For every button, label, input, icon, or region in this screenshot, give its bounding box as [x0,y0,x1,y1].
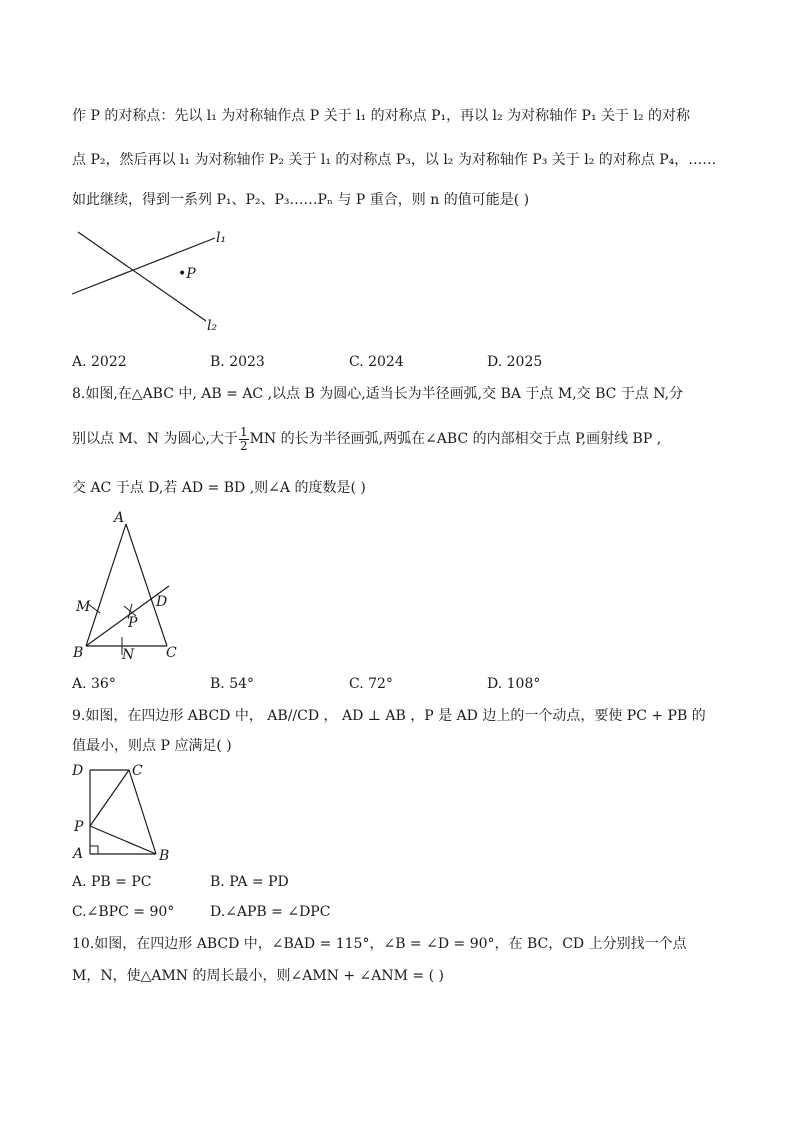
label-b: B [159,848,170,864]
segment-cb [129,770,156,854]
q8-text-line-3: 交 AC 于点 D,若 AD = BD ,则∠A 的度数是( ) [72,480,366,496]
q7-text-line-1: 作 P 的对称点：先以 l₁ 为对称轴作点 P 关于 l₁ 的对称点 P₁，再以 l₂ 为对称轴作 P₁ 关于 l₂ 的对称 [72,108,691,124]
q7-option-c[interactable]: C. 2024 [349,354,404,370]
q9-text-line-2: 值最小，则点 P 应满足( ) [72,738,232,754]
label-d: D [156,594,168,610]
q7-option-d[interactable]: D. 2025 [487,354,543,370]
q7-option-b[interactable]: B. 2023 [210,354,265,370]
segment-ab [86,524,126,646]
q8-text-line-2 [72,424,661,454]
q8-option-a[interactable]: A. 36° [72,676,116,692]
q9-quadrilateral-figure [68,760,188,868]
q10-text-line-1: 10.如图，在四边形 ABCD 中，∠BAD = 115°，∠B = ∠D = 90°，在 BC，CD 上分别找一个点 [72,936,687,952]
q7-text-line-3: 如此继续，得到一系列 P₁、P₂、P₃……Pₙ 与 P 重合，则 n 的值可能是( ) [72,192,530,208]
q7-figure [60,222,240,337]
label-p: P [128,615,138,631]
label-point-p: •P [178,266,196,282]
segment-pc [90,770,129,826]
label-b: B [73,645,84,661]
label-d: D [72,763,84,779]
q10-text-line-2: M，N，使△AMN 的周长最小，则∠AMN + ∠ANM = ( ) [72,968,444,984]
q9-option-c[interactable]: C.∠BPC = 90° [72,904,175,920]
q9-option-b[interactable]: B. PA = PD [210,874,289,890]
q9-option-a[interactable]: A. PB = PC [72,874,152,890]
segment-pb [90,826,156,854]
label-a: A [73,846,84,862]
fraction-one-half [239,426,249,453]
q8-line-2-post: MN 的长为半径画弧,两弧在∠ABC 的内部相交于点 P,画射线 BP , [249,431,662,447]
q7-option-a[interactable]: A. 2022 [72,354,127,370]
q8-option-b[interactable]: B. 54° [210,676,255,692]
q8-text-line-1: 8.如图,在△ABC 中, AB = AC ,以点 B 为圆心,适当长为半径画弧,交 BA 于点 M,交 BC 于点 N,分 [72,386,684,402]
right-angle-mark [90,846,98,854]
fraction-numerator: 1 [239,424,248,439]
q9-text-line-1: 9.如图，在四边形 ABCD 中， AB//CD ， AD ⊥ AB ，P 是 AD 边上的一个动点，要使 PC + PB 的 [72,708,706,724]
label-l2: l₂ [207,318,218,334]
q8-line-2-pre: 别以点 M、N 为圆心,大于 [72,431,238,447]
label-l1: l₁ [216,230,227,246]
label-c: C [166,645,177,661]
label-a: A [114,510,125,526]
fraction-denominator: 2 [239,438,248,453]
q8-option-c[interactable]: C. 72° [349,676,393,692]
q8-option-d[interactable]: D. 108° [487,676,541,692]
label-p: P [74,819,84,835]
q9-option-d[interactable]: D.∠APB = ∠DPC [210,904,331,920]
label-n: N [122,647,135,663]
q8-triangle-figure [68,506,188,666]
label-m: M [76,599,91,615]
label-c: C [132,763,143,779]
q7-text-line-2: 点 P₂，然后再以 l₁ 为对称轴作 P₂ 关于 l₁ 的对称点 P₃，以 l₂ 为对称轴作 P₃ 关于 l₂ 的对称点 P₄，…… [72,152,717,168]
